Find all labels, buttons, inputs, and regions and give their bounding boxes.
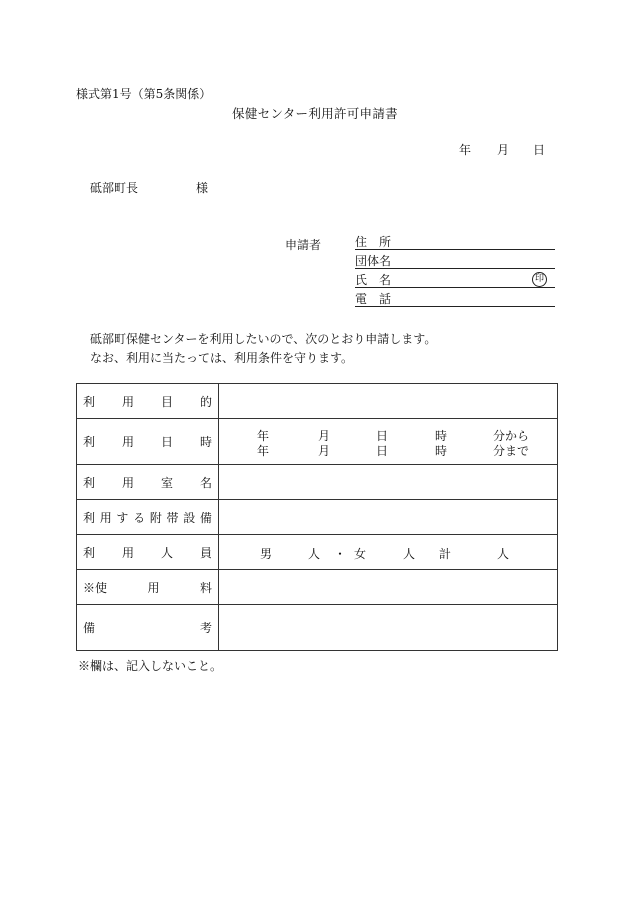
- organization-label: 団体名: [355, 254, 392, 268]
- name-label: 氏 名: [355, 273, 392, 287]
- table-row: [77, 535, 558, 570]
- fee-input-cell: [219, 570, 558, 605]
- seal-mark: 印: [532, 272, 547, 287]
- date-month-label: 月: [497, 143, 510, 157]
- applicant-label: 申請者: [285, 238, 322, 252]
- equipment-input-cell[interactable]: [219, 500, 558, 535]
- room-label: 利 用 室 名: [77, 465, 219, 500]
- phone-field[interactable]: [355, 290, 555, 307]
- datetime-input-cell[interactable]: [219, 419, 558, 465]
- table-row: [77, 570, 558, 605]
- form-number: 様式第1号（第5条関係）: [76, 87, 212, 101]
- addressee: [90, 179, 209, 196]
- table-row: [77, 465, 558, 500]
- room-input-cell[interactable]: [219, 465, 558, 500]
- application-table: [76, 383, 558, 651]
- name-field[interactable]: [355, 271, 555, 288]
- remarks-input-cell[interactable]: [219, 605, 558, 651]
- date-year-label: 年: [459, 143, 472, 157]
- address-label: 住 所: [355, 235, 392, 249]
- body-line-2: なお、利用に当たっては、利用条件を守ります。: [90, 351, 354, 365]
- table-row: [77, 500, 558, 535]
- table-row: [77, 384, 558, 419]
- addressee-honorific: 様: [196, 181, 209, 195]
- date-day-label: 日: [533, 143, 546, 157]
- table-row: [77, 605, 558, 651]
- phone-label: 電 話: [355, 292, 392, 306]
- address-field[interactable]: [355, 233, 555, 250]
- addressee-name: 砥部町長: [90, 181, 139, 195]
- remarks-label: 備 考: [77, 605, 219, 651]
- table-row: [77, 419, 558, 465]
- datetime-until-line: 年 月 日 時 分まで: [257, 443, 530, 458]
- document-title: 保健センター利用許可申請書: [232, 106, 398, 121]
- body-line-1: 砥部町保健センターを利用したいので、次のとおり申請します。: [90, 332, 437, 346]
- datetime-from-line: 年 月 日 時 分から: [257, 428, 530, 443]
- attendees-label: 利 用 人 員: [77, 535, 219, 570]
- attendees-input-cell[interactable]: [219, 535, 558, 570]
- purpose-label: 利 用 目 的: [77, 384, 219, 419]
- fee-label: ※使 用 料: [77, 570, 219, 605]
- datetime-label: 利 用 日 時: [77, 419, 219, 465]
- purpose-input-cell[interactable]: [219, 384, 558, 419]
- attendees-breakdown: 男 人 ・ 女 人 計 人: [260, 546, 510, 561]
- footnote: ※欄は、記入しないこと。: [78, 659, 223, 673]
- equipment-label: 利 用 す る 附 帯 設 備: [77, 500, 219, 535]
- organization-field[interactable]: [355, 252, 555, 269]
